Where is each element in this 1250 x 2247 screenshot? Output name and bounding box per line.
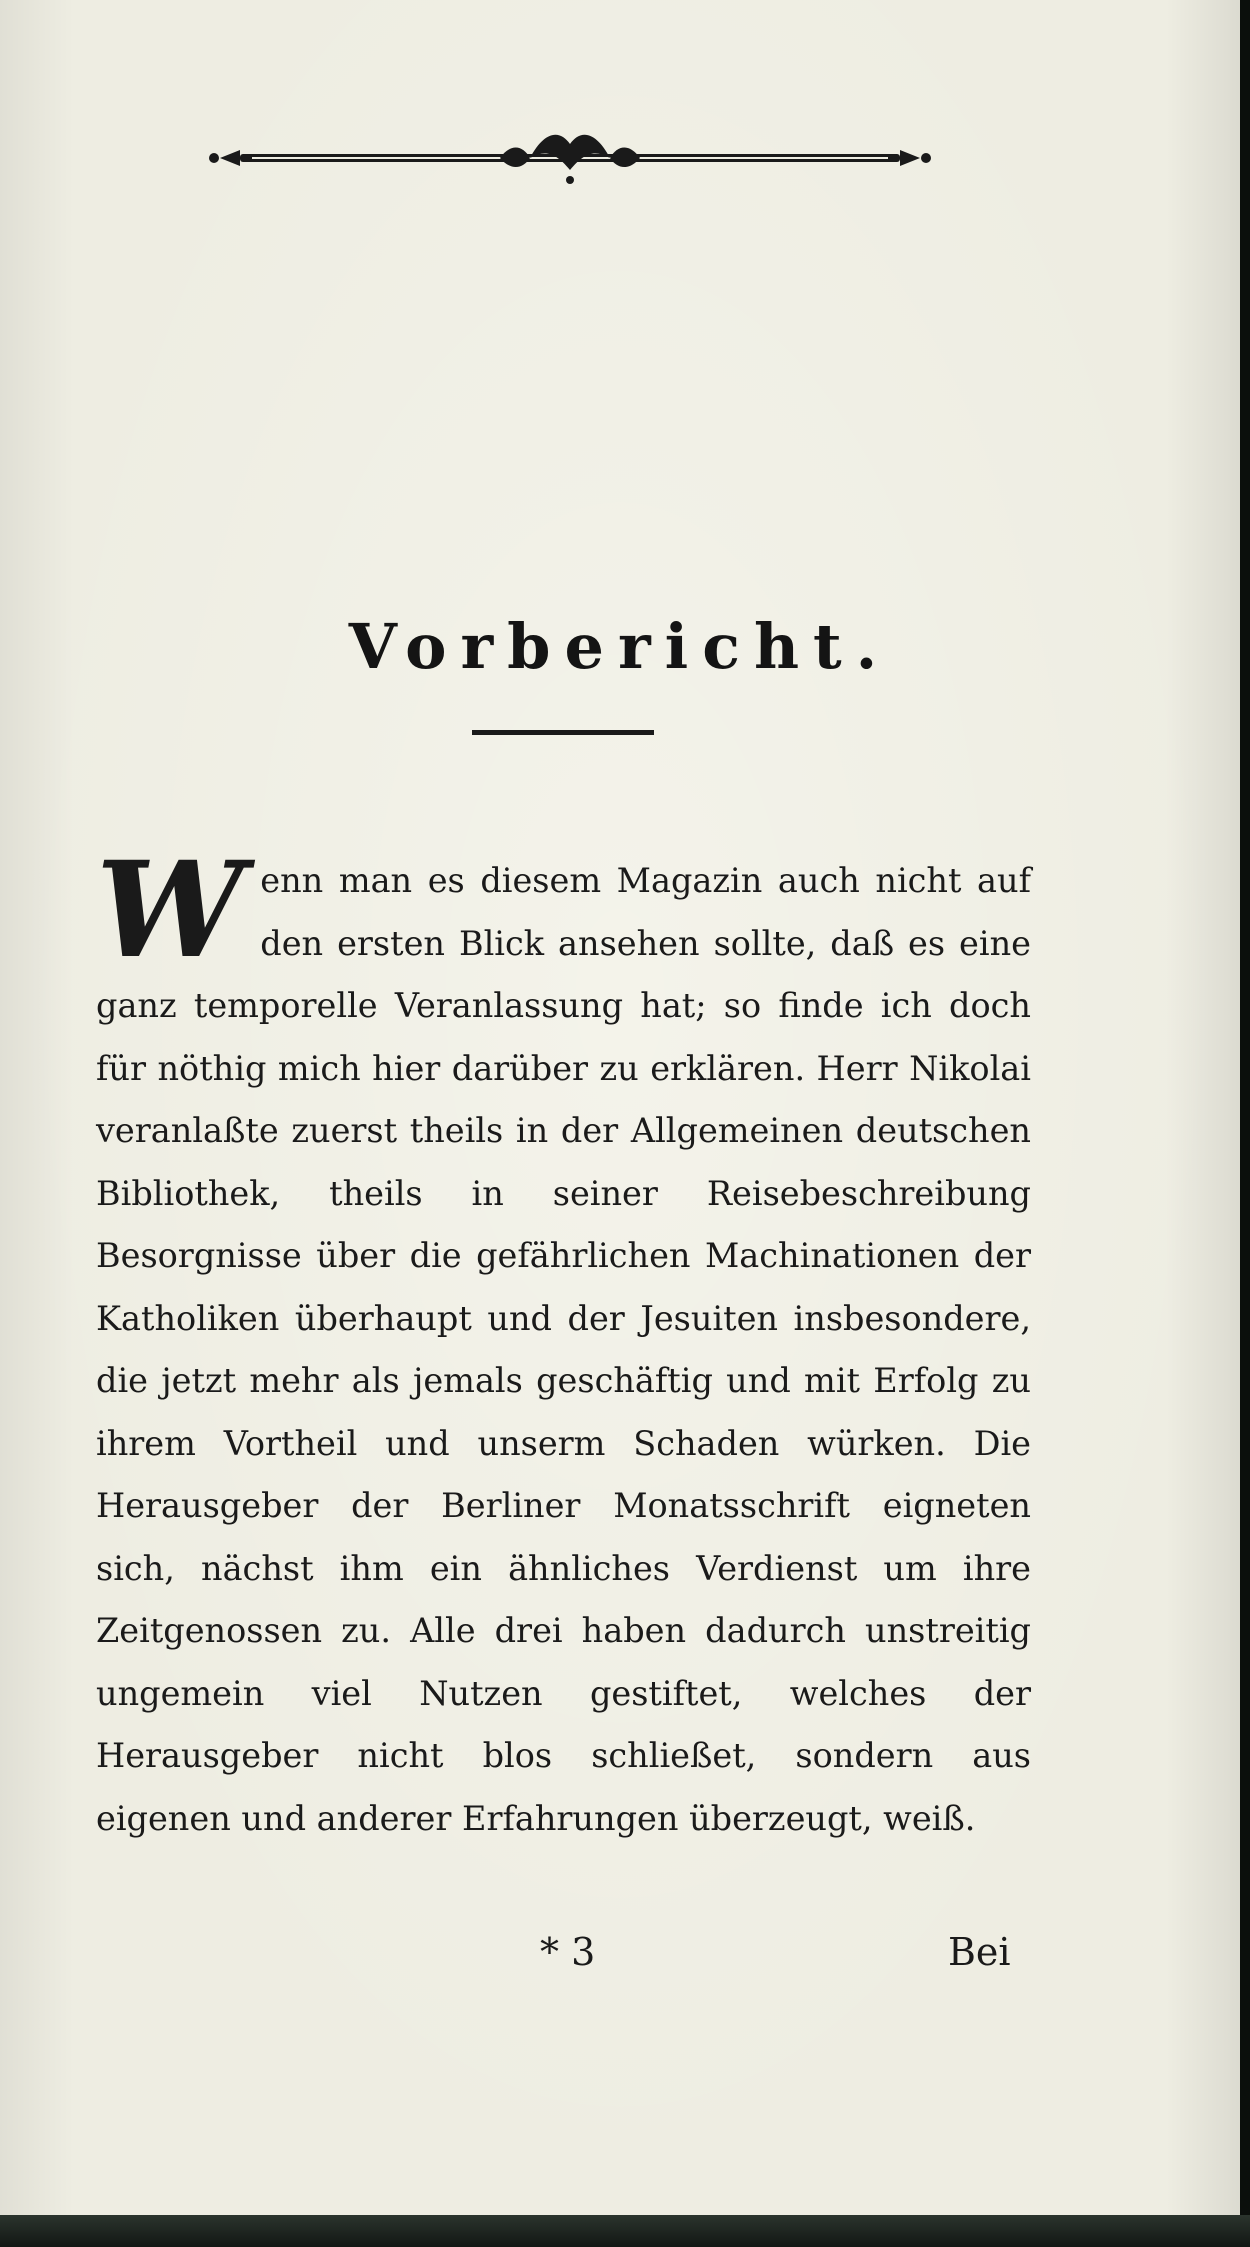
page-heading: Vorbericht. xyxy=(348,610,892,683)
catchword: Bei xyxy=(948,1930,1011,1974)
body-text: enn man es diesem Magazin auch nicht auf den ersten Blick ansehen sollte, daß es eine ganz temporelle Veranlassung hat; so finde ich doch für nöthig mich hier darüber zu erklären. Herr Nikolai veranlaßte zuerst theils in der Allgemeinen deutschen Bibliothek, theils in seiner Reisebeschreibung Besorgnisse über die gefährlichen Machinationen der Katholiken überhaupt und der Jesuiten insbesondere, die jetzt mehr als jemals geschäftig und mit Erfolg zu ihrem Vortheil und unserm Schaden würken. Die Herausgeber der Berliner Monatsschrift eigneten sich, nächst ihm ein ähnliches Verdienst um ihre Zeitgenossen zu. Alle drei haben dadurch unstreitig ungemein viel Nutzen gestiftet, welches der Herausgeber nicht blos schließet, sondern aus eigenen und anderer Erfahrungen überzeugt, weiß. xyxy=(96,861,1031,1838)
signature-mark: * 3 xyxy=(540,1930,596,1974)
page-bottom-edge xyxy=(0,2215,1250,2247)
heading-rule xyxy=(472,730,654,735)
drop-cap: W xyxy=(96,833,245,988)
ornamental-headpiece xyxy=(200,130,940,190)
page-footer xyxy=(0,1930,1240,1990)
page-edge-shadow xyxy=(1240,0,1250,2247)
body-paragraph xyxy=(96,833,1031,1850)
